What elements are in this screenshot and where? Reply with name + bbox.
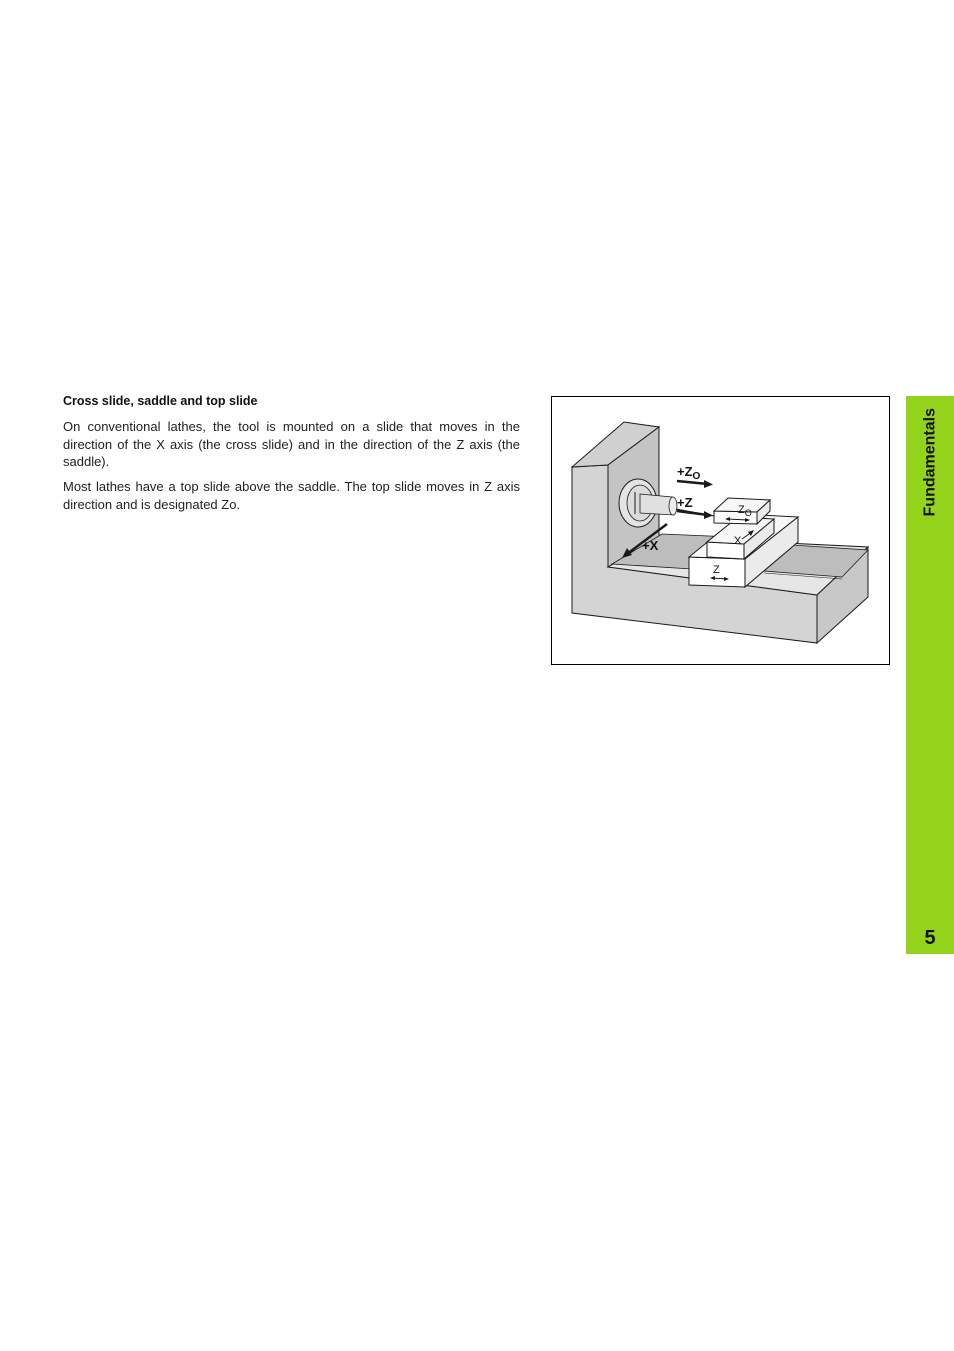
label-plus-z: +Z (677, 495, 693, 510)
page-number: 5 (924, 927, 936, 949)
lathe-diagram (552, 397, 889, 664)
section-heading: Cross slide, saddle and top slide (63, 394, 258, 408)
lathe-diagram-figure (551, 396, 890, 665)
paragraph-cross-slide: On conventional lathes, the tool is mounted on a slide that moves in the direction of the X axis (the cross slide) and in the direction of the Z axis (the saddle). (63, 419, 520, 469)
label-slide-zo: $Z_O$ (738, 504, 752, 518)
label-plus-zo: $+Z_O$ (677, 464, 701, 482)
paragraph-top-slide: Most lathes have a top slide above the saddle. The top slide moves in Z axis direction and is designated Zo. (63, 479, 520, 512)
chapter-title: Fundamentals (921, 408, 938, 517)
chapter-sidebar (906, 396, 954, 954)
label-slide-x: X (734, 535, 742, 547)
label-plus-x: +X (642, 538, 659, 553)
label-slide-z: Z (713, 564, 720, 576)
